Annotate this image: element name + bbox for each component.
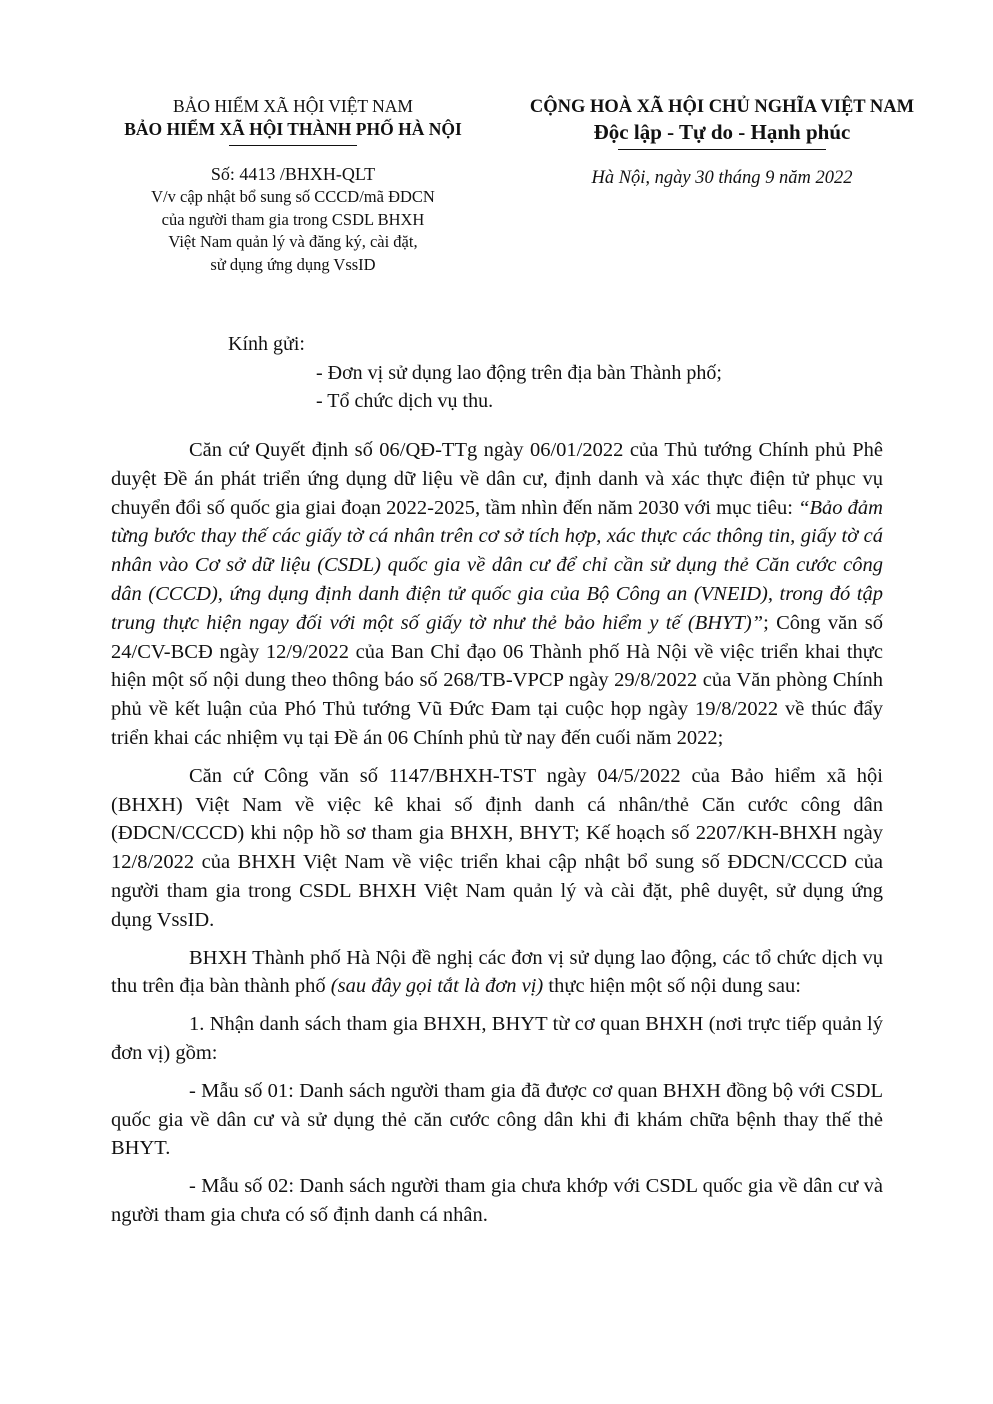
paragraph-item-1: 1. Nhận danh sách tham gia BHXH, BHYT từ cơ quan BHXH (nơi trực tiếp quản lý đơn vị) gồm: <box>111 1013 883 1064</box>
national-header-block <box>512 95 932 190</box>
paragraph-form-02: - Mẫu số 02: Danh sách người tham gia chưa khớp với CSDL quốc gia về dân cư và người tham gia chưa có số định danh cá nhân. <box>111 1175 883 1226</box>
subject-line: sử dụng ứng dụng VssID <box>210 254 376 274</box>
national-title: CỘNG HOÀ XÃ HỘI CHỦ NGHĨA VIỆT NAM <box>529 97 915 117</box>
paragraph-text: ; Công văn số 24/CV-BCĐ ngày 12/9/2022 của Ban Chỉ đạo 06 Thành phố Hà Nội về việc triển khai thực hiện một số nội dung theo thông báo số 268/TB-VPCP ngày 29/8/2022 của Văn phòng Chính phủ về kết luận của Phó Thủ tướng Vũ Đức Đam tại cuộc họp ngày 19/8/2022 về thúc đẩy triển khai các nhiệm vụ tại Đề án 06 Chính phủ từ nay đến cuối năm 2022; <box>111 611 883 749</box>
document-number: Số: 4413 /BHXH-QLT <box>210 164 376 184</box>
document-subject <box>108 186 478 276</box>
paragraph-legal-basis-1 <box>111 436 883 753</box>
subject-line: Việt Nam quản lý và đăng ký, cài đặt, <box>168 232 418 251</box>
subject-line: V/v cập nhật bổ sung số CCCD/mã ĐDCN <box>151 187 435 206</box>
paragraph-text: thực hiện một số nội dung sau: <box>543 975 801 998</box>
national-motto: Độc lập - Tự do - Hạnh phúc <box>593 120 851 144</box>
subject-line: của người tham gia trong CSDL BHXH <box>161 209 425 229</box>
paragraph-text: BHXH Thành phố Hà Nội đề nghị các đơn vị sử dụng lao động, các tổ chức dịch vụ thu trên địa bàn thành phố <box>111 946 883 998</box>
issuing-agency: BẢO HIỂM XÃ HỘI THÀNH PHỐ HÀ NỘI <box>124 119 462 139</box>
motto-underline <box>618 149 826 150</box>
salutation: Kính gửi: <box>228 333 305 355</box>
paragraph-legal-basis-2: Căn cứ Công văn số 1147/BHXH-TST ngày 04/5/2022 của Bảo hiểm xã hội (BHXH) Việt Nam về việc kê khai số định danh cá nhân/thẻ Căn cước công dân (ĐDCN/CCCD) khi nộp hồ sơ tham gia BHXH, BHYT; Kế hoạch số 2207/KH-BHXH ngày 12/8/2022 của BHXH Việt Nam về việc triển khai cập nhật bổ sung số ĐDCN/CCCD của người tham gia trong CSDL BHXH Việt Nam quản lý và cài đặt, phê duyệt, sử dụng ứng dụng VssID. <box>111 764 883 931</box>
paragraph-italic-note: (sau đây gọi tắt là đơn vị) <box>330 975 544 998</box>
recipient-item: - Đơn vị sử dụng lao động trên địa bàn Thành phố; <box>316 361 722 384</box>
issue-date: Hà Nội, ngày 30 tháng 9 năm 2022 <box>591 168 853 188</box>
paragraph-request <box>111 944 883 1002</box>
recipients-block <box>228 330 722 416</box>
document-body <box>111 436 883 1239</box>
recipient-item: - Tổ chức dịch vụ thu. <box>316 390 494 412</box>
paragraph-form-01: - Mẫu số 01: Danh sách người tham gia đã được cơ quan BHXH đồng bộ với CSDL quốc gia về dân cư và sử dụng thẻ căn cước công dân khi đi khám chữa bệnh thay thế thẻ BHYT. <box>111 1079 883 1160</box>
parent-agency: BẢO HIỂM XÃ HỘI VIỆT NAM <box>173 96 413 116</box>
agency-underline <box>229 145 357 146</box>
issuing-agency-block <box>108 95 478 276</box>
paragraph-text: Căn cứ Quyết định số 06/QĐ-TTg ngày 06/01/2022 của Thủ tướng Chính phủ Phê duyệt Đề án phát triển ứng dụng dữ liệu về dân cư, định danh và xác thực điện tử phục vụ chuyển đổi số quốc gia giai đoạn 2022-2025, tầm nhìn đến năm 2030 với mục tiêu: <box>111 439 883 519</box>
quoted-objective: “Bảo đảm từng bước thay thế các giấy tờ cá nhân trên cơ sở tích hợp, xác thực các thông tin, giấy tờ cá nhân vào Cơ sở dữ liệu (CSDL) quốc gia về dân cư để chỉ cần sử dụng thẻ Căn cước công dân (CCCD), ứng dụng định danh điện tử quốc gia của Bộ Công an (VNEID), trong đó tập trung thực hiện ngay đối với một số giấy tờ như thẻ bảo hiểm y tế (BHYT)” <box>111 496 883 634</box>
